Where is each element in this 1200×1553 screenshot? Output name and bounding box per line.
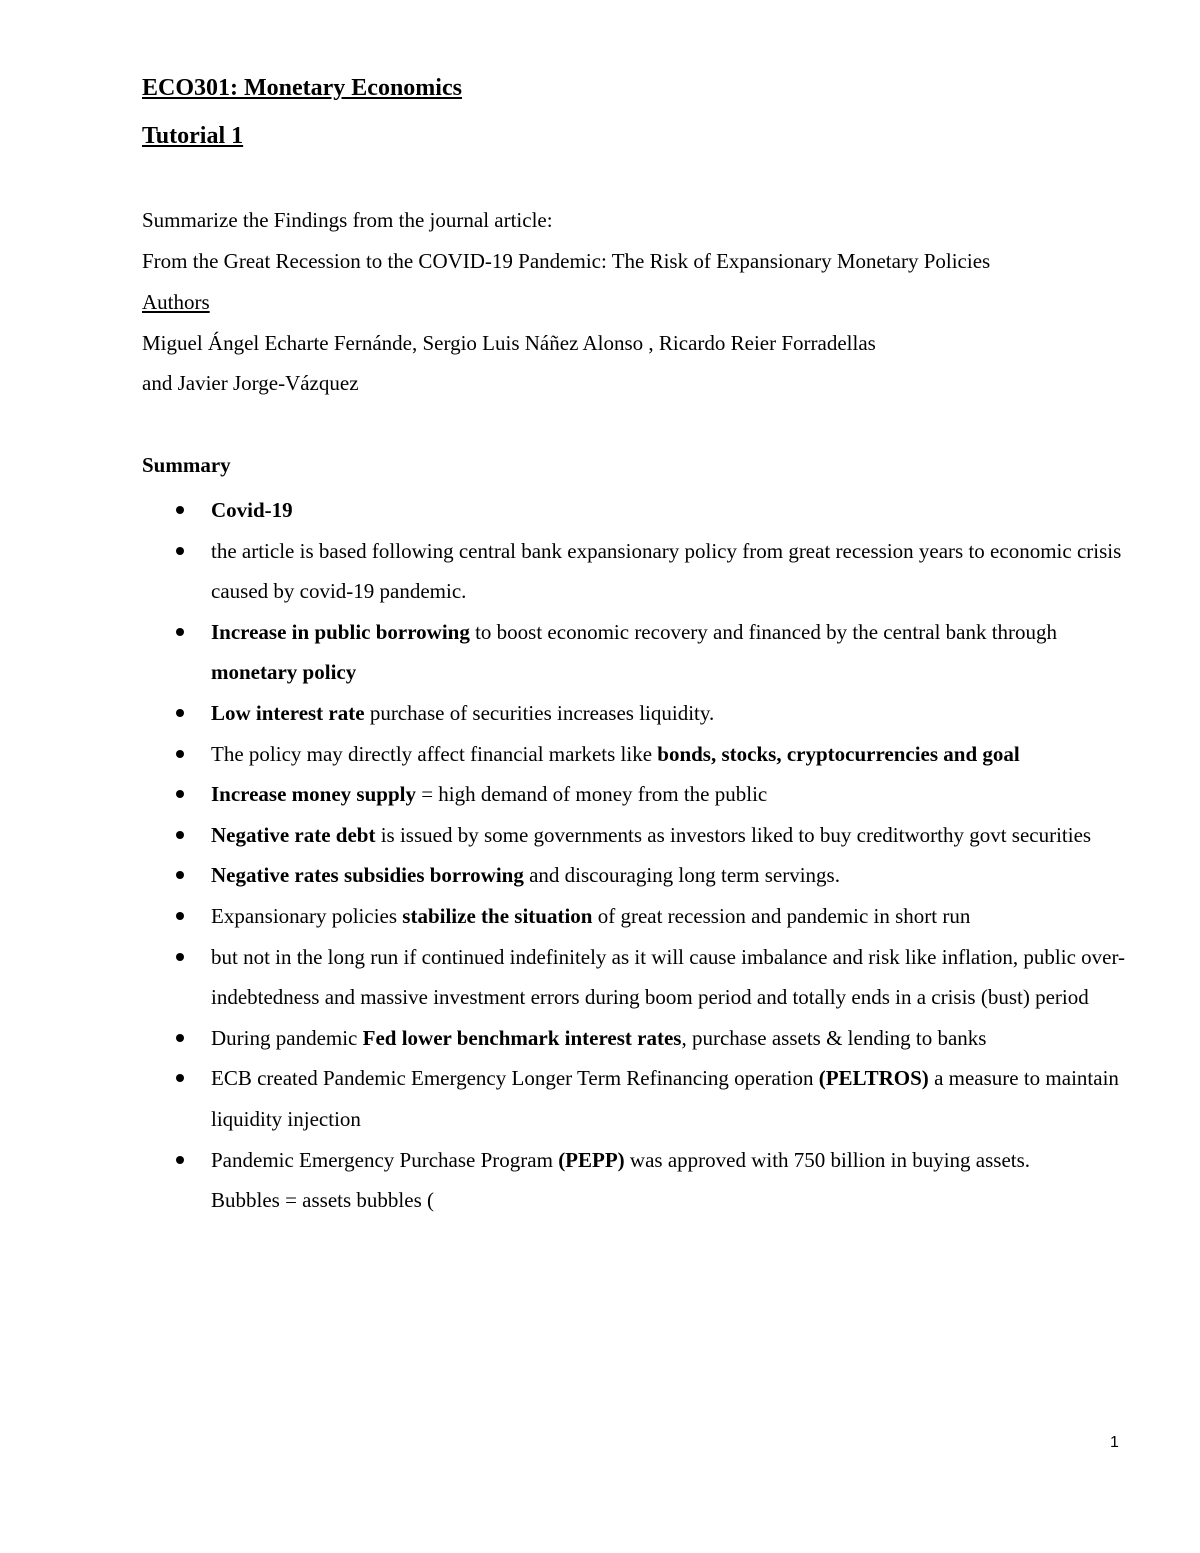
authors-line-1: Miguel Ángel Echarte Fernánde, Sergio Luis Náñez Alonso , Ricardo Reier Forradellas	[142, 331, 876, 355]
bullet-text: is issued by some governments as investors liked to buy creditworthy govt securities	[375, 822, 1092, 847]
trailing-text: Bubbles = assets bubbles (	[211, 1188, 434, 1213]
list-item	[142, 1140, 1131, 1181]
bullet-text: the article is based following central bank expansionary policy from great recession years to economic crisis caused by covid-19 pandemic.	[211, 538, 1122, 604]
bullet-bold-text: Fed lower benchmark interest rates	[362, 1025, 682, 1050]
bullet-text: During pandemic	[211, 1025, 363, 1050]
list-item	[142, 1018, 1131, 1059]
page-number: 1	[1110, 1434, 1119, 1451]
bullet-text: to boost economic recovery and financed by the central bank through	[469, 619, 1058, 644]
instruction-text: Summarize the Findings from the journal article:	[142, 208, 553, 232]
course-title: ECO301: Monetary Economics	[142, 75, 462, 101]
bullet-bold-text: bonds, stocks, cryptocurrencies and goal	[657, 741, 1020, 766]
list-continuation-line	[142, 1180, 1131, 1221]
bullet-text: purchase of securities increases liquidity.	[364, 700, 715, 725]
bullet-bold-text: Covid-19	[211, 498, 293, 522]
bullet-bold-text: Increase in public borrowing	[211, 619, 470, 644]
bullet-bold-text: Low interest rate	[211, 700, 365, 725]
list-item	[142, 490, 1131, 531]
bullet-text: Expansionary policies	[211, 903, 403, 928]
bullet-bold-text: Increase money supply	[211, 782, 416, 807]
list-item	[142, 896, 1131, 937]
bullet-text: of great recession and pandemic in short run	[592, 903, 971, 928]
list-item	[142, 855, 1131, 896]
list-item	[142, 734, 1131, 775]
bullet-bold-text: stabilize the situation	[402, 903, 593, 928]
summary-heading: Summary	[142, 453, 231, 477]
article-title: From the Great Recession to the COVID-19 Pandemic: The Risk of Expansionary Monetary Policies	[142, 249, 991, 273]
list-item	[142, 774, 1131, 815]
bullet-bold-text: Negative rates subsidies borrowing	[211, 863, 524, 888]
list-item	[142, 937, 1131, 1018]
summary-bullet-list	[142, 490, 1142, 1221]
bullet-text: , purchase assets & lending to banks	[681, 1025, 987, 1050]
bullet-bold-text: Negative rate debt	[211, 822, 376, 847]
bullet-text: = high demand of money from the public	[415, 782, 768, 807]
list-item	[142, 815, 1131, 856]
tutorial-title: Tutorial 1	[142, 123, 244, 149]
bullet-bold-text: monetary policy	[211, 660, 357, 685]
bullet-text: ECB created Pandemic Emergency Longer Term Refinancing operation	[211, 1066, 819, 1091]
bullet-text: The policy may directly affect financial markets like	[211, 741, 658, 766]
authors-label: Authors	[142, 290, 210, 314]
bullet-bold-text: (PELTROS)	[818, 1066, 929, 1091]
bullet-text: and discouraging long term servings.	[523, 863, 840, 888]
bullet-text: Pandemic Emergency Purchase Program	[211, 1147, 559, 1172]
bullet-text: a measure to maintain liquidity injection	[211, 1066, 1119, 1131]
bullet-bold-text: (PEPP)	[558, 1147, 625, 1172]
list-item	[142, 612, 1131, 693]
list-item	[142, 531, 1131, 612]
bullet-text: but not in the long run if continued indefinitely as it will cause imbalance and risk like inflation, public over-indebtedness and massive investment errors during boom period and totally ends in a crisis (bust) period	[211, 944, 1126, 1010]
list-item	[142, 1058, 1131, 1139]
list-item	[142, 693, 1131, 734]
bullet-text: was approved with 750 billion in buying assets.	[624, 1147, 1031, 1172]
authors-line-2: and Javier Jorge-Vázquez	[142, 371, 359, 395]
